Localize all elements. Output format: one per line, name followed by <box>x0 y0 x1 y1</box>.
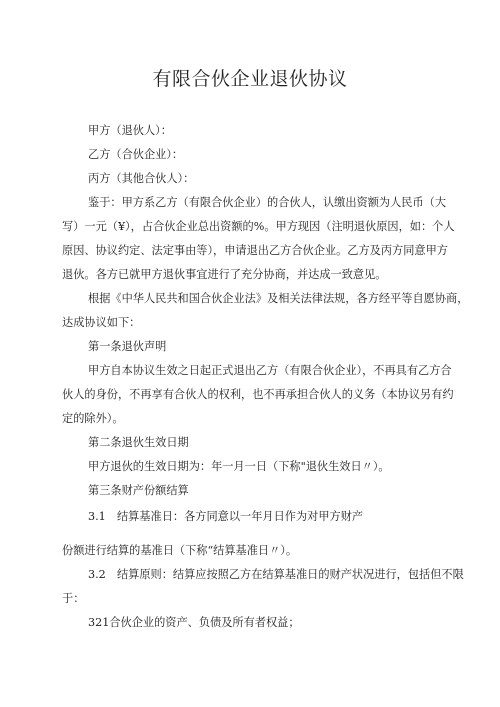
party-b-line: 乙方（合伙企业）： <box>88 148 184 161</box>
article-2-body: 甲方退伙的生效日期为：年一月一日（下称"退伙生效日〃）。 <box>88 460 390 473</box>
recital-line-3: 原因、协议约定、法定事由等），申请退出乙方合伙企业。乙方及丙方同意甲方 <box>62 244 448 257</box>
party-a-line: 甲方（退伙人）： <box>88 124 172 137</box>
recital-line-1: 鉴于：甲方系乙方（有限合伙企业）的合伙人，认缴出资额为人民币（大 <box>88 196 447 209</box>
article-2-heading: 第二条退伙生效日期 <box>88 436 189 449</box>
recital-line-2: 写）一元（¥），占合伙企业总出资额的%。甲方现因（注明退伙原因，如：个人 <box>62 220 455 233</box>
clause-3-1-continued: 份额进行结算的基准日（下称“结算基准日〃）。 <box>62 544 298 557</box>
article-1-line-3: 定的除外）。 <box>62 412 124 425</box>
article-1-line-1: 甲方自本协议生效之日起正式退出乙方（有限合伙企业），不再具有乙方合 <box>88 364 452 377</box>
clause-3-1: 3.1 结算基准日：各方同意以一年月日作为对甲方财产 <box>88 510 364 523</box>
basis-line-2: 达成协议如下： <box>62 316 141 329</box>
article-1-line-2: 伙人的身份，不再享有合伙人的权利，也不再承担合伙人的义务（本协议另有约 <box>62 388 454 401</box>
party-c-line: 丙方（其他合伙人）： <box>88 172 195 185</box>
document-title: 有限合伙企业退伙协议 <box>152 68 348 90</box>
clause-3-2-1: 321合伙企业的资产、负债及所有者权益； <box>88 616 300 629</box>
article-3-heading: 第三条财产份额结算 <box>88 484 189 497</box>
clause-3-2-line-2: 于： <box>62 592 85 605</box>
basis-line-1: 根据《中华人民共和国合伙企业法》及相关法律法规，各方经平等自愿协商， <box>88 292 469 305</box>
clause-3-2-line-1: 3.2 结算原则：结算应按照乙方在结算基准日的财产状况进行，包括但不限 <box>88 568 464 581</box>
recital-line-4: 退伙。各方已就甲方退伙事宜进行了充分协商，并达成一致意见。 <box>62 268 387 281</box>
article-1-heading: 第一条退伙声明 <box>88 340 167 353</box>
